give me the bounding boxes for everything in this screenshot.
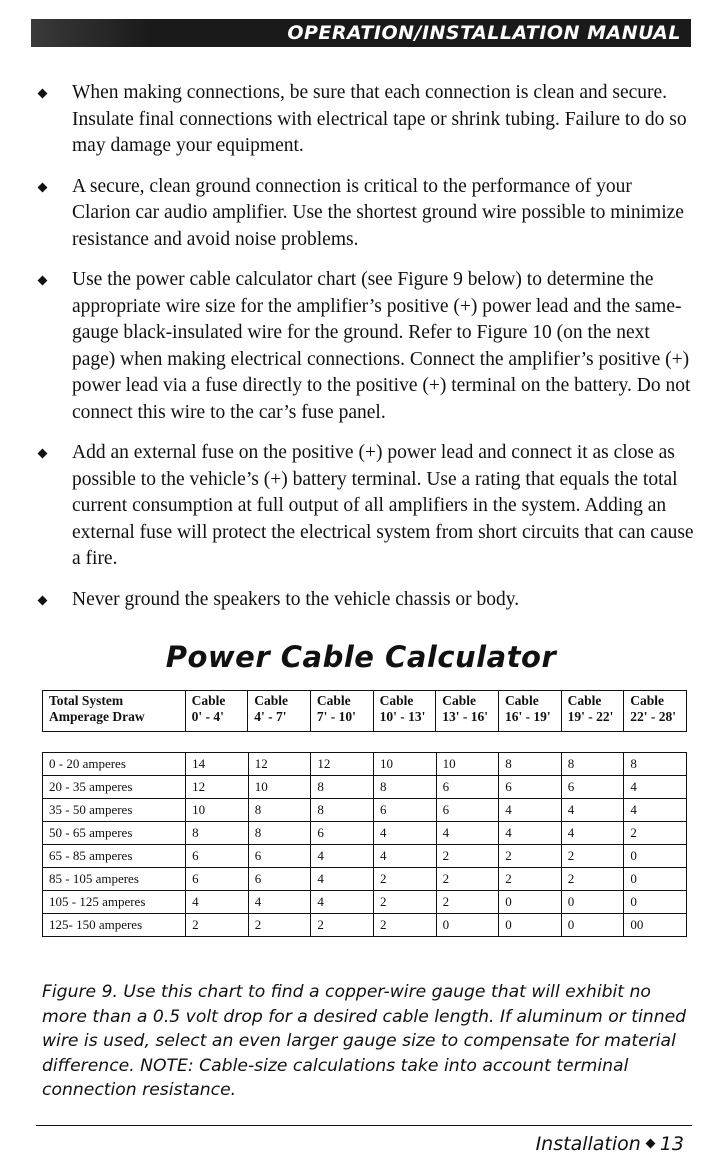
header-line: Cable	[504, 693, 539, 708]
gauge-cell: 0	[561, 891, 624, 914]
header-line: 10' - 13'	[379, 709, 426, 724]
diamond-separator-icon	[645, 1139, 655, 1149]
gauge-cell: 8	[311, 799, 374, 822]
header-line: Cable	[316, 693, 351, 708]
gauge-cell: 4	[624, 799, 687, 822]
table-row	[43, 753, 687, 776]
header-cell-cable	[436, 691, 499, 732]
table-row	[43, 914, 687, 937]
header-line: Cable	[254, 693, 288, 708]
header-line: 16' - 19'	[504, 709, 551, 724]
amperage-cell: 125- 150 amperes	[43, 914, 186, 937]
gauge-cell: 4	[311, 845, 374, 868]
gauge-cell: 10	[436, 753, 499, 776]
header-cell-cable	[498, 691, 561, 732]
table-row	[43, 776, 687, 799]
gauge-cell: 6	[186, 845, 249, 868]
gauge-cell: 8	[248, 799, 311, 822]
gauge-cell: 2	[311, 914, 374, 937]
header-line: Cable	[191, 693, 226, 708]
header-line: 22' - 28'	[630, 709, 677, 724]
header-line: Amperage Draw	[49, 709, 145, 724]
bullet-text: When making connections, be sure that each connection is clean and secure. Insulate final connections with electrical tape or shrink tubing. Failure to do so may damage your equipment.	[72, 82, 687, 156]
figure-caption: Figure 9. Use this chart to find a copper-wire gauge that will exhibit no more than a 0.5 volt drop for a desired cable length. If aluminum or tinned wire is used, select an even larger gauge size to compensate for material difference. NOTE: Cable-size calculations take into account terminal connection resistance.	[42, 982, 687, 1100]
gauge-cell: 2	[561, 868, 624, 891]
page-footer	[536, 1133, 684, 1155]
header-line: Total System	[49, 693, 124, 708]
gauge-cell: 6	[248, 845, 311, 868]
header-line: 4' - 7'	[254, 709, 287, 724]
header-line: 19' - 22'	[567, 709, 614, 724]
table-row	[43, 822, 687, 845]
footer-divider	[36, 1125, 692, 1126]
amperage-cell: 85 - 105 amperes	[43, 868, 186, 891]
bullet-item	[34, 587, 694, 614]
bullet-text: Add an external fuse on the positive (+) power lead and connect it as close as possible to the vehicle’s (+) battery terminal. Use a rating that equals the total current consumption at full output of all amplifiers in the system. Adding an external fuse will protect the electrical system from short circuits that can cause a fire.	[72, 442, 694, 569]
gauge-cell: 4	[311, 868, 374, 891]
header-cell-cable	[373, 691, 436, 732]
bullet-item	[34, 80, 694, 160]
gauge-cell: 2	[373, 891, 436, 914]
gauge-cell: 4	[499, 822, 562, 845]
page-number: 13	[659, 1133, 684, 1155]
header-cell-cable	[185, 691, 248, 732]
header-line: 13' - 16'	[442, 709, 489, 724]
calculator-title: Power Cable Calculator	[165, 640, 557, 674]
table-row	[43, 891, 687, 914]
header-cell-cable	[310, 691, 373, 732]
gauge-cell: 2	[436, 868, 499, 891]
gauge-cell: 10	[186, 799, 249, 822]
gauge-cell: 0	[499, 914, 562, 937]
gauge-cell: 2	[499, 845, 562, 868]
header-row	[43, 691, 687, 732]
gauge-cell: 2	[499, 868, 562, 891]
gauge-cell: 2	[373, 868, 436, 891]
gauge-cell: 2	[624, 822, 687, 845]
amperage-cell: 65 - 85 amperes	[43, 845, 186, 868]
header-line: Cable	[630, 693, 665, 708]
gauge-cell: 4	[186, 891, 249, 914]
diamond-bullet-icon	[38, 449, 48, 459]
bullet-text: Use the power cable calculator chart (see Figure 9 below) to determine the appropriate wire size for the amplifier’s positive (+) power lead and the same-gauge black-insulated wire for the ground. Refer to Figure 10 (on the next page) when making electrical connections. Connect the amplifier’s positive (+) power lead via a fuse directly to the positive (+) terminal on the battery. Do not connect this wire to the car’s fuse panel.	[72, 269, 691, 423]
gauge-cell: 4	[561, 799, 624, 822]
amperage-cell: 0 - 20 amperes	[43, 753, 186, 776]
gauge-cell: 6	[248, 868, 311, 891]
gauge-cell: 2	[436, 891, 499, 914]
header-cell-cable	[561, 691, 624, 732]
gauge-cell: 8	[186, 822, 249, 845]
gauge-cell: 4	[373, 845, 436, 868]
diamond-bullet-icon	[38, 89, 48, 99]
header-line: Cable	[567, 693, 602, 708]
header-cell-cable	[624, 691, 687, 732]
gauge-cell: 2	[186, 914, 249, 937]
gauge-cell: 6	[373, 799, 436, 822]
gauge-cell: 4	[373, 822, 436, 845]
gauge-cell: 8	[624, 753, 687, 776]
gauge-cell: 0	[436, 914, 499, 937]
bullet-text: A secure, clean ground connection is critical to the performance of your Clarion car audio amplifier. Use the shortest ground wire possible to minimize resistance and avoid noise problems.	[72, 175, 684, 250]
gauge-cell: 4	[499, 799, 562, 822]
gauge-cell: 8	[311, 776, 374, 799]
diamond-bullet-icon	[38, 276, 48, 286]
gauge-cell: 4	[561, 822, 624, 845]
gauge-cell: 00	[624, 914, 687, 937]
gauge-cell: 2	[373, 914, 436, 937]
gauge-cell: 8	[499, 753, 562, 776]
bullet-text: Never ground the speakers to the vehicle chassis or body.	[72, 588, 520, 610]
gauge-cell: 12	[186, 776, 249, 799]
gauge-cell: 2	[248, 914, 311, 937]
gauge-cell: 10	[248, 776, 311, 799]
gauge-cell: 6	[311, 822, 374, 845]
calculator-data-table	[42, 752, 687, 937]
gauge-cell: 10	[373, 753, 436, 776]
gauge-cell: 8	[248, 822, 311, 845]
table-row	[43, 799, 687, 822]
gauge-cell: 8	[561, 753, 624, 776]
gauge-cell: 6	[436, 799, 499, 822]
gauge-cell: 2	[561, 845, 624, 868]
header-cell-cable	[248, 691, 311, 732]
header-title: OPERATION/INSTALLATION MANUAL	[287, 22, 681, 44]
amperage-cell: 35 - 50 amperes	[43, 799, 186, 822]
amperage-cell: 105 - 125 amperes	[43, 891, 186, 914]
bullet-item	[34, 174, 694, 254]
bullet-list	[34, 80, 694, 627]
gauge-cell: 0	[561, 914, 624, 937]
bullet-item	[34, 440, 694, 573]
footer-section: Installation	[535, 1133, 641, 1155]
table-row	[43, 868, 687, 891]
gauge-cell: 12	[248, 753, 311, 776]
header-line: 0' - 4'	[191, 709, 224, 724]
table-row	[43, 845, 687, 868]
gauge-cell: 6	[186, 868, 249, 891]
header-texture	[31, 19, 151, 47]
gauge-cell: 2	[436, 845, 499, 868]
calculator-header-table	[42, 690, 687, 732]
header-bar	[31, 19, 691, 47]
gauge-cell: 8	[373, 776, 436, 799]
header-line: 7' - 10'	[316, 709, 356, 724]
header-line: Cable	[442, 693, 477, 708]
bullet-item	[34, 267, 694, 426]
gauge-cell: 6	[436, 776, 499, 799]
gauge-cell: 12	[311, 753, 374, 776]
gauge-cell: 4	[248, 891, 311, 914]
header-cell-total-system	[43, 691, 186, 732]
amperage-cell: 50 - 65 amperes	[43, 822, 186, 845]
header-line: Cable	[379, 693, 414, 708]
gauge-cell: 4	[436, 822, 499, 845]
gauge-cell: 0	[499, 891, 562, 914]
diamond-bullet-icon	[38, 182, 48, 192]
gauge-cell: 4	[624, 776, 687, 799]
gauge-cell: 6	[499, 776, 562, 799]
diamond-bullet-icon	[38, 595, 48, 605]
gauge-cell: 0	[624, 868, 687, 891]
gauge-cell: 0	[624, 845, 687, 868]
amperage-cell: 20 - 35 amperes	[43, 776, 186, 799]
gauge-cell: 6	[561, 776, 624, 799]
gauge-cell: 14	[186, 753, 249, 776]
gauge-cell: 4	[311, 891, 374, 914]
gauge-cell: 0	[624, 891, 687, 914]
